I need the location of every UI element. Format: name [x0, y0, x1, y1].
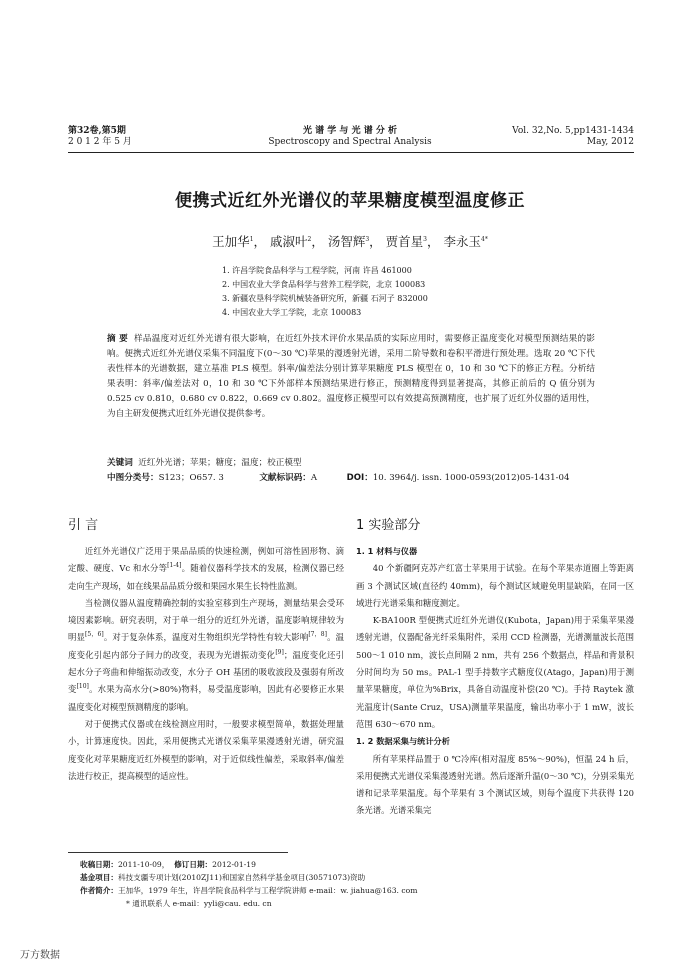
paragraph: 对于便携式仪器或在线检测应用时，一般要求模型简单，数据处理量小，计算速度快。因此，采用便携式光谱仪采集苹果漫透射光谱，研究温度变化对苹果糖度近红外模型的影响，对于近似线性偏差，采取斜率/偏差法进行校正，提高模型的适应性。	[68, 718, 344, 781]
doi: 10. 3964/j. issn. 1000-0593(2012)05-1431-04	[372, 473, 570, 483]
right-column	[356, 543, 634, 820]
volume-en: Vol. 32,No. 5,pp1431-1434	[512, 126, 634, 136]
footnote-fund: 基金项目：科技支疆专项计划(2010ZJ11)和国家自然科学基金项目(30571073)资助	[80, 873, 366, 882]
affiliation: 1. 许昌学院食品科学与工程学院，河南 许昌 461000	[222, 266, 412, 275]
volume-cn: 第32卷,第5期	[68, 126, 126, 136]
keywords-label: 关键词	[107, 458, 133, 468]
journal-en: Spectroscopy and Spectral Analysis	[268, 137, 432, 147]
journal-cn: 光 谱 学 与 光 谱 分 析	[303, 126, 397, 136]
paragraph: 当检测仪器从温度精确控制的实验室移到生产现场，测量结果会受环境因素影响。研究表明，对于单一组分的近红外光谱，温度影响规律较为明显[5，6]。对于复杂体系，温度对生物组织光学特性有较大影响[7，8]。温度变化引起内部分子间力的改变，表现为光谱振动变化[9]；温度变化还引起水分子弯曲和伸缩振动改变，水分子 OH 基团的吸收波段及强弱有所改变[10]。水果为高水分(>80%)物料，易受温度影响，因此有必要修正水果温度变化对模型预测精度的影响。	[68, 597, 345, 712]
abstract-text: 样品温度对近红外光谱有很大影响，在近红外技术评价水果品质的实际应用时，需要修正温度变化对模型预测结果的影响。便携式近红外光谱仪采集不同温度下(0～30 ℃)苹果的漫透射光谱，采用二阶导数和卷积平滑进行预处理。选取 20 ℃下代表性样本的光谱数据，建立基准 PLS 模型。斜率/偏差法分别计算苹果糖度 PLS 模型在 0，10 和 30 ℃下的修正方程。分析结果表明：斜率/偏差法对 0，10 和 30 ℃下外部样本预测结果进行修正，预测精度得到显著提高，其修正前后的 Q 值分别为 0.525 cv 0.810，0.680 cv 0.822，0.669 cv 0.802。温度修正模型可以有效提高预测精度，也扩展了近红外仪器的适用性，为自主研发便携式近红外光谱仪提供参考。	[107, 334, 595, 419]
left-column	[68, 543, 344, 785]
subsection-heading: 1. 2 数据采集与统计分析	[356, 736, 450, 747]
classification	[107, 471, 607, 485]
header-volume-en	[512, 126, 634, 148]
date-en: May, 2012	[586, 137, 634, 147]
affiliation: 4. 中国农业大学工学院，北京 100083	[222, 308, 362, 317]
footnote-author: 作者简介：王加华，1979 年生，许昌学院食品科学与工程学院讲师 e-mail：w. jiahua@163. com	[80, 886, 418, 895]
date-cn: 2 0 1 2 年 5 月	[68, 137, 132, 147]
paragraph: 近红外光谱仪广泛用于果品品质的快速检测，例如可溶性固形物、滴定酸、硬度、Vc 和水分等[1-4]。随着仪器科学技术的发展，检测仪器已经走向生产现场，如在线果品品质分级和果园水果生长特性监测。	[68, 546, 344, 591]
clc-number: S123；O657. 3	[158, 473, 224, 483]
keywords-text: 近红外光谱；苹果；糖度；温度；校正模型	[138, 458, 302, 468]
doi-label: DOI：	[346, 473, 373, 483]
paragraph: 所有苹果样品置于 0 ℃冷库(相对湿度 85%～90%)，恒温 24 h 后，采用便携式光谱仪采集漫透射光谱。然后逐渐升温(0～30 ℃)，分别采集光谱和记录苹果温度。每个苹果有 3 个测试区域，则每个温度下共获得 120 条光谱。光谱采集完	[356, 753, 634, 816]
watermark: 万方数据	[20, 950, 60, 961]
abstract	[107, 332, 595, 422]
author: 王加华$^1$	[212, 234, 254, 249]
author: 汤智辉$^3$	[327, 234, 370, 249]
paper-title: 便携式近红外光谱仪的苹果糖度模型温度修正	[175, 191, 525, 211]
subsection-heading: 1. 1 材料与仪器	[356, 546, 418, 556]
affiliation: 3. 新疆农垦科学院机械装备研究所，新疆 石河子 832000	[222, 294, 428, 303]
paragraph: K-BA100R 型便携式近红外光谱仪(Kubota，Japan)用于采集苹果漫透射光谱，仪器配备光纤采集附件，采用 CCD 检测器，光谱测量波长范围 500～1 010 nm，波长点间隔 2 nm，共有 256 个数据点，样品和背景积分时间均为 50 ms。PAL-1 型手持数字式糖度仪(Atago，Japan)用于测量苹果糖度，单位为%Brix，具备自动温度补偿(20 ℃)。手持 Raytek 激光温度计(Sante Cruz，USA)测量苹果温度，输出功率小于 1 mW，波长范围 630～670 nm。	[356, 615, 634, 729]
doc-code: A	[310, 473, 318, 483]
author: 李永玉$^{4*}$	[443, 234, 488, 249]
intro-heading: 引 言	[68, 518, 99, 533]
author: 贾首星$^3$	[385, 234, 427, 249]
abstract-label: 摘 要	[107, 334, 129, 344]
footnote-dates: 收稿日期：2011-10-09， 修订日期：2012-01-19	[80, 860, 256, 869]
affiliations	[222, 264, 428, 320]
paragraph: 40 个新疆阿克苏产红富士苹果用于试验。在每个苹果赤道圈上等距离画 3 个测试区域(直径约 40mm)，每个测试区域避免明显缺陷，在同一区域进行光谱采集和糖度测定。	[356, 563, 634, 608]
experiment-heading: 1 实验部分	[356, 518, 421, 533]
footnotes	[80, 858, 417, 910]
footnote-corresponding: * 通讯联系人 e-mail：yyli@cau. edu. cn	[126, 899, 272, 908]
affiliation: 2. 中国农业大学食品科学与营养工程学院，北京 100083	[222, 280, 426, 289]
author: 戚淑叶$^2$	[270, 234, 312, 249]
doc-code-label: 文献标识码：	[259, 473, 311, 483]
footnote-rule	[68, 852, 288, 853]
keywords	[107, 456, 607, 470]
header-rule	[68, 152, 634, 153]
author-list: 王加华$^1$， 戚淑叶$^2$， 汤智辉$^3$， 贾首星$^3$， 李永玉$^{4*}$	[212, 234, 488, 249]
clc-label: 中图分类号：	[107, 473, 159, 483]
